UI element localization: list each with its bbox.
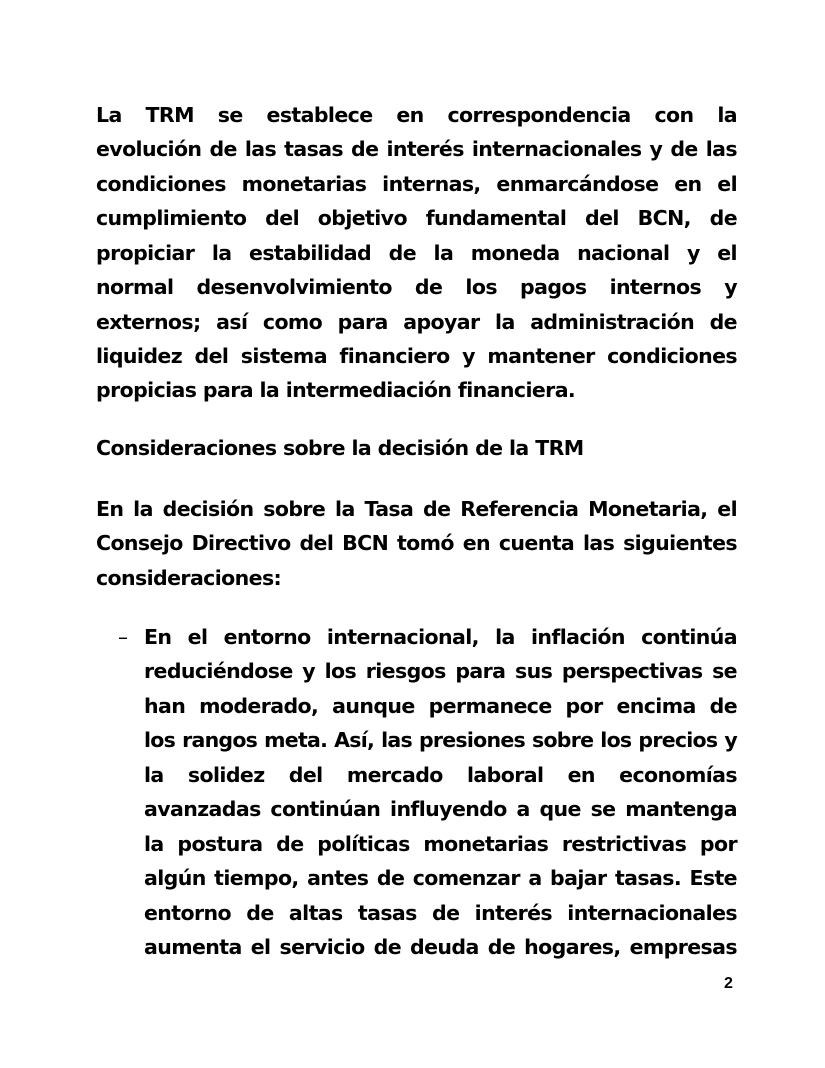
text-line: han moderado, aunque permanece por encima de [144, 694, 737, 718]
text-line: externos; así como para apoyar la administración de [96, 310, 737, 334]
dash-bullet-icon: – [118, 625, 128, 649]
text-line: la postura de políticas monetarias restrictivas por [144, 832, 737, 856]
text-line: consideraciones: [96, 566, 282, 590]
text-line: normal desenvolvimiento de los pagos internos y [96, 275, 737, 299]
text-line: reduciéndose y los riesgos para sus perspectivas se [144, 659, 737, 683]
text-line: propiciar la estabilidad de la moneda nacional y el [96, 241, 737, 265]
text-line: La TRM se establece en correspondencia con la [96, 103, 737, 127]
text-line: propicias para la intermediación financiera. [96, 378, 576, 402]
text-line: condiciones monetarias internas, enmarcándose en el [96, 172, 737, 196]
text-line: Consejo Directivo del BCN tomó en cuenta las siguientes [96, 531, 737, 555]
text-line: la solidez del mercado laboral en economías [144, 763, 737, 787]
text-line: liquidez del sistema financiero y mantener condiciones [96, 344, 737, 368]
page-number: 2 [724, 975, 733, 992]
section-heading: Consideraciones sobre la decisión de la TRM [96, 436, 584, 460]
text-line: evolución de las tasas de interés internacionales y de las [96, 137, 737, 161]
text-line: los rangos meta. Así, las presiones sobre los precios y [144, 728, 737, 752]
text-line: En la decisión sobre la Tasa de Referencia Monetaria, el [96, 497, 737, 521]
text-line: algún tiempo, antes de comenzar a bajar tasas. Este [144, 866, 737, 890]
text-line: avanzadas continúan influyendo a que se mantenga [144, 797, 737, 821]
text-line: aumenta el servicio de deuda de hogares, empresas [144, 935, 737, 959]
text-line: En el entorno internacional, la inflación continúa [144, 625, 737, 649]
text-line: cumplimiento del objetivo fundamental del BCN, de [96, 206, 737, 230]
text-line: entorno de altas tasas de interés internacionales [144, 901, 737, 925]
